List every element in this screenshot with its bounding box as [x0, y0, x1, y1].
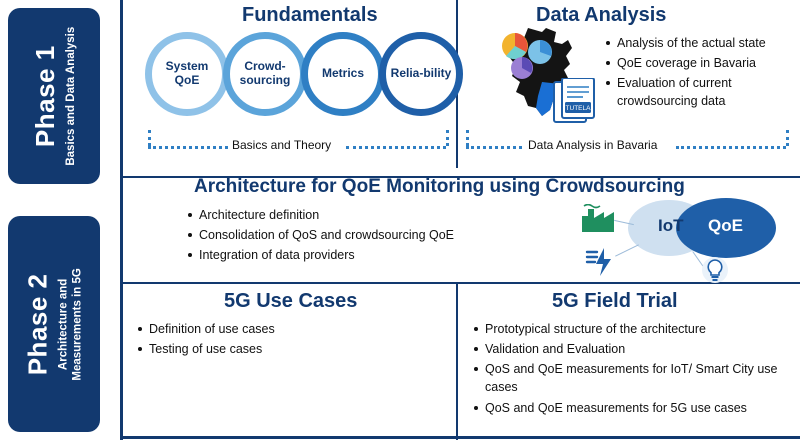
pie-chart-svg — [500, 32, 566, 80]
list-item: Consolidation of QoS and crowdsourcing QoE — [186, 226, 516, 244]
phase-2-subtitle: Architecture and Measurements in 5G — [57, 267, 84, 381]
qoe-label: QoE — [708, 216, 743, 235]
list-item: Analysis of the actual state — [604, 34, 784, 52]
dotted-tick-left-bavaria — [466, 130, 469, 146]
circle-crowdsourcing-label: Crowd-sourcing — [239, 59, 291, 87]
dotted-tick-left-basics — [148, 130, 151, 146]
dotted-line-left-basics — [148, 146, 228, 149]
phase-1-subtitle: Basics and Data Analysis — [64, 26, 77, 166]
phase-2-box — [8, 216, 100, 432]
circle-reliability — [379, 32, 463, 116]
use-cases-heading: 5G Use Cases — [224, 290, 358, 312]
list-item: Testing of use cases — [136, 340, 436, 358]
phase-1-label-group — [30, 21, 78, 171]
list-item: Definition of use cases — [136, 320, 436, 338]
iot-label: IoT — [658, 216, 684, 235]
circle-system-qoe-label: System QoE — [165, 59, 209, 87]
basics-caption: Basics and Theory — [232, 138, 332, 152]
dotted-line-right-basics — [346, 146, 446, 149]
dotted-line-left-bavaria — [466, 146, 522, 149]
dotted-tick-right-bavaria — [786, 130, 789, 146]
vertical-divider-phase2-middle — [456, 282, 458, 440]
phase-2-label-group — [23, 249, 86, 399]
field-trial-bullets — [472, 320, 792, 419]
phase-2-title: Phase 2 — [22, 273, 53, 375]
vertical-divider-left — [120, 0, 123, 440]
dotted-line-right-bavaria — [676, 146, 786, 149]
list-item: Prototypical structure of the architecture — [472, 320, 792, 338]
documents-svg — [552, 78, 606, 124]
phase-1-title: Phase 1 — [29, 45, 60, 147]
circle-reliability-label: Relia-bility — [390, 66, 452, 81]
list-item: Architecture definition — [186, 206, 516, 224]
list-item: Evaluation of current crowdsourcing data — [604, 74, 784, 110]
document-label: TUTELA — [565, 105, 591, 112]
iot-qoe-graphic — [580, 198, 780, 288]
architecture-heading: Architecture for QoE Monitoring using Crowdsourcing — [194, 176, 685, 197]
list-item: Validation and Evaluation — [472, 340, 792, 358]
data-analysis-heading: Data Analysis — [536, 4, 667, 26]
fundamentals-heading: Fundamentals — [242, 4, 378, 26]
lightbulb-icon — [700, 256, 730, 288]
circle-metrics — [301, 32, 385, 116]
circle-metrics-label: Metrics — [321, 66, 365, 81]
connector-line-bolt — [615, 244, 639, 256]
horizontal-divider-baseline — [122, 436, 800, 439]
list-item: QoS and QoE measurements for IoT/ Smart City use cases — [472, 360, 792, 396]
field-trial-heading: 5G Field Trial — [552, 290, 678, 312]
fundamentals-circle-group — [145, 32, 515, 116]
bavaria-caption: Data Analysis in Bavaria — [528, 138, 658, 152]
energy-bolt-icon — [584, 246, 616, 278]
list-item: QoE coverage in Bavaria — [604, 54, 784, 72]
factory-icon — [580, 204, 616, 234]
list-item: Integration of data providers — [186, 246, 516, 264]
list-item: QoS and QoE measurements for 5G use cases — [472, 399, 792, 417]
dotted-tick-right-basics — [446, 130, 449, 146]
circle-system-qoe — [145, 32, 229, 116]
documents-icon — [552, 78, 606, 129]
use-cases-bullets — [136, 320, 436, 360]
phase-1-box — [8, 8, 100, 184]
data-analysis-bullets — [604, 34, 784, 113]
architecture-bullets — [186, 206, 516, 266]
circle-crowdsourcing — [223, 32, 307, 116]
